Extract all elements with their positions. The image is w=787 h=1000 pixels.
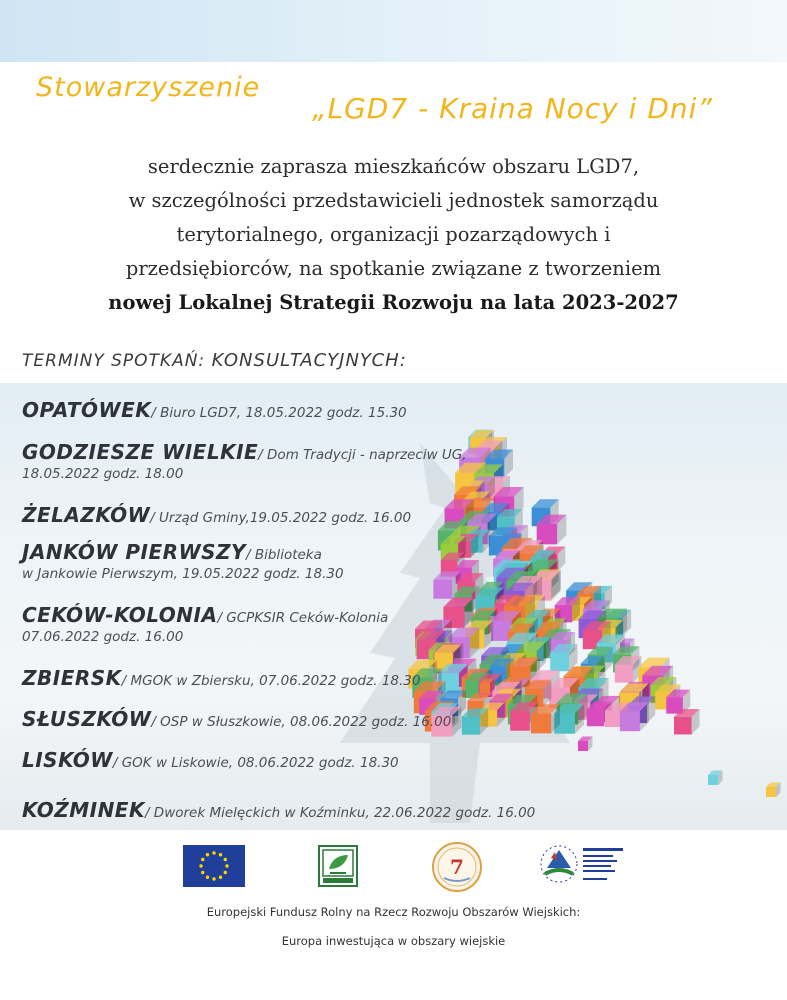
- entry-description: / Biblioteka: [246, 547, 322, 563]
- leader-logo: [318, 845, 358, 887]
- top-banner-band: [0, 0, 787, 62]
- entry-description: / Dom Tradycji - naprzeciw UG,: [258, 447, 467, 463]
- entry-place: KOŹMINEK: [22, 798, 145, 822]
- entry-place: SŁUSZKÓW: [22, 707, 152, 731]
- schedule-entry: [22, 707, 451, 731]
- organization-name: „LGD7 - Kraina Nocy i Dni”: [312, 92, 713, 125]
- schedule-entry: [22, 666, 420, 690]
- entry-place: CEKÓW-KOLONIA: [22, 603, 218, 627]
- schedule-entry: [22, 503, 411, 527]
- schedule-entry: [22, 798, 535, 822]
- schedule-entry: [22, 748, 399, 772]
- entry-place: OPATÓWEK: [22, 398, 152, 422]
- prow-logo: [537, 838, 629, 888]
- schedule-entry: [22, 603, 388, 645]
- invitation-line: przedsiębiorców, na spotkanie związane z tworzeniem: [125, 257, 662, 280]
- schedule-title-part1: TERMINY SPOTKAŃ:: [22, 351, 206, 371]
- schedule-title: [22, 350, 407, 371]
- entry-details: w Jankowie Pierwszym, 19.05.2022 godz. 18.30: [22, 566, 344, 582]
- schedule-entry: [22, 540, 344, 582]
- svg-text:7: 7: [450, 855, 464, 879]
- invitation-text: [0, 150, 787, 320]
- entry-description: / Dworek Mielęckich w Koźminku, 22.06.2022 godz. 16.00: [144, 805, 536, 821]
- footer-slogan: Europa inwestująca w obszary wiejskie: [281, 934, 506, 948]
- organization-label: Stowarzyszenie: [36, 72, 261, 103]
- strategy-headline: nowej Lokalnej Strategii Rozwoju na lata 2023-2027: [108, 291, 679, 314]
- entry-description: / MGOK w Zbiersku, 07.06.2022 godz. 18.30: [121, 673, 421, 689]
- schedule-entry: [22, 440, 467, 482]
- eu-flag-logo: [183, 845, 245, 887]
- lgd7-logo: [432, 842, 482, 892]
- entry-description: / Urząd Gminy,19.05.2022 godz. 16.00: [150, 510, 412, 526]
- schedule-title-part2: KONSULTACYJNYCH:: [211, 350, 407, 371]
- entry-place: ŻELAZKÓW: [22, 503, 151, 527]
- entry-description: / GOK w Liskowie, 08.06.2022 godz. 18.30: [112, 755, 399, 771]
- entry-place: JANKÓW PIERWSZY: [22, 540, 247, 564]
- entry-description: / Biuro LGD7, 18.05.2022 godz. 15.30: [151, 405, 407, 421]
- footer-fund-name: Europejski Fundusz Rolny na Rzecz Rozwoju Obszarów Wiejskich:: [206, 905, 581, 919]
- entry-description: / GCPKSIR Ceków-Kolonia: [217, 610, 389, 626]
- invitation-line: w szczególności przedstawicieli jednostek samorządu: [128, 189, 659, 212]
- entry-details: 18.05.2022 godz. 18.00: [22, 466, 184, 482]
- entry-details: 07.06.2022 godz. 16.00: [22, 629, 184, 645]
- invitation-line: serdecznie zaprasza mieszkańców obszaru LGD7,: [147, 155, 640, 178]
- invitation-line: terytorialnego, organizacji pozarządowych i: [176, 223, 611, 246]
- entry-place: ZBIERSK: [22, 666, 122, 690]
- entry-place: LISKÓW: [22, 748, 113, 772]
- schedule-entry: [22, 398, 407, 422]
- entry-place: GODZIESZE WIELKIE: [22, 440, 259, 464]
- entry-description: / OSP w Słuszkowie, 08.06.2022 godz. 16.00: [151, 714, 452, 730]
